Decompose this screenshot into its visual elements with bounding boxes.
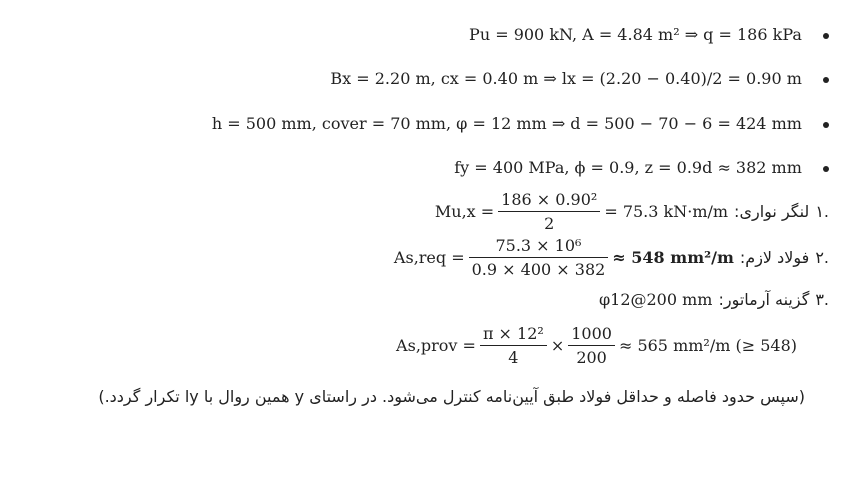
step-1-fraction: [498, 190, 600, 233]
bullet-line-3: h = 500 mm, cover = 70 mm, φ = 12 mm ⇒ d = 500 − 70 − 6 = 424 mm: [212, 114, 829, 133]
provided-formula: [396, 324, 797, 367]
step-2-lhs: As,req =: [393, 248, 465, 267]
bullet-3-right: h = 500 mm: [211, 114, 312, 133]
bullet-1-right: Pu = 900 kN: [469, 25, 572, 44]
bullet-4-left: z = 0.9d ≈ 382 mm: [644, 158, 802, 177]
provided-numerator-1: π × 12²: [480, 324, 547, 346]
bullet-line-4: fy = 400 MPa, ϕ = 0.9, z = 0.9d ≈ 382 mm: [454, 158, 829, 177]
bullet-3-mid: cover = 70 mm: [321, 114, 446, 133]
bullet-dot: [823, 77, 829, 83]
step-3-label: گزینه آرماتور:: [718, 290, 810, 309]
bullet-4-right: fy = 400 MPa: [454, 158, 565, 177]
bullet-4-mid: ϕ = 0.9: [574, 158, 635, 177]
step-2: [394, 236, 829, 279]
bullet-dot: [823, 166, 829, 172]
provided-fraction-1: [480, 324, 547, 367]
bullet-line-1: Pu = 900 kN, A = 4.84 m² ⇒ q = 186 kPa: [469, 25, 829, 44]
step-1-numerator: 186 × 0.90²: [498, 190, 600, 212]
bullet-dot: [823, 33, 829, 39]
step-2-numerator: 75.3 × 10⁶: [469, 236, 609, 258]
step-1-denominator: 2: [544, 214, 555, 233]
provided-fraction-2: [568, 324, 615, 367]
step-1: [435, 190, 829, 233]
bullet-2-right: Bx = 2.20 m: [330, 69, 431, 88]
step-2-fraction: [469, 236, 609, 279]
closing-paragraph: (سپس حدود فاصله و حداقل فولاد طبق آیین‌نامه کنترل می‌شود. در راستای y همین روال با ly تکرار گردد.): [98, 387, 805, 406]
step-3-value: φ12@200 mm: [598, 290, 713, 309]
provided-denominator-2: 200: [576, 348, 607, 367]
provided-rhs: ≈ 565 mm²/m (≥ 548): [618, 336, 797, 355]
provided-lhs: As,prov =: [396, 336, 476, 355]
step-3: [599, 290, 829, 309]
step-2-label: فولاد لازم:: [739, 248, 810, 267]
bullet-line-2: Bx = 2.20 m, cx = 0.40 m ⇒ lx = (2.20 − 0.40)/2 = 0.90 m: [330, 69, 829, 88]
step-2-number: ۲.: [815, 248, 829, 267]
step-2-rhs: ≈ 548 mm²/m: [612, 248, 734, 267]
bullet-2-left: cx = 0.40 m ⇒ lx = (2.20 − 0.40)/2 = 0.90 m: [440, 69, 802, 88]
bullet-3-left: φ = 12 mm ⇒ d = 500 − 70 − 6 = 424 mm: [456, 114, 802, 133]
provided-denominator-1: 4: [508, 348, 519, 367]
bullet-1-left: A = 4.84 m² ⇒ q = 186 kPa: [582, 25, 802, 44]
provided-numerator-2: 1000: [568, 324, 615, 346]
step-3-number: ۳.: [815, 290, 829, 309]
step-2-denominator: 0.9 × 400 × 382: [471, 260, 606, 279]
provided-times: ×: [550, 336, 565, 355]
step-1-number: ۱.: [815, 202, 829, 221]
bullet-dot: [823, 122, 829, 128]
step-1-rhs: = 75.3 kN·m/m: [604, 202, 729, 221]
step-1-lhs: Mu,x =: [434, 202, 495, 221]
step-1-label: لنگر نواری:: [734, 202, 810, 221]
